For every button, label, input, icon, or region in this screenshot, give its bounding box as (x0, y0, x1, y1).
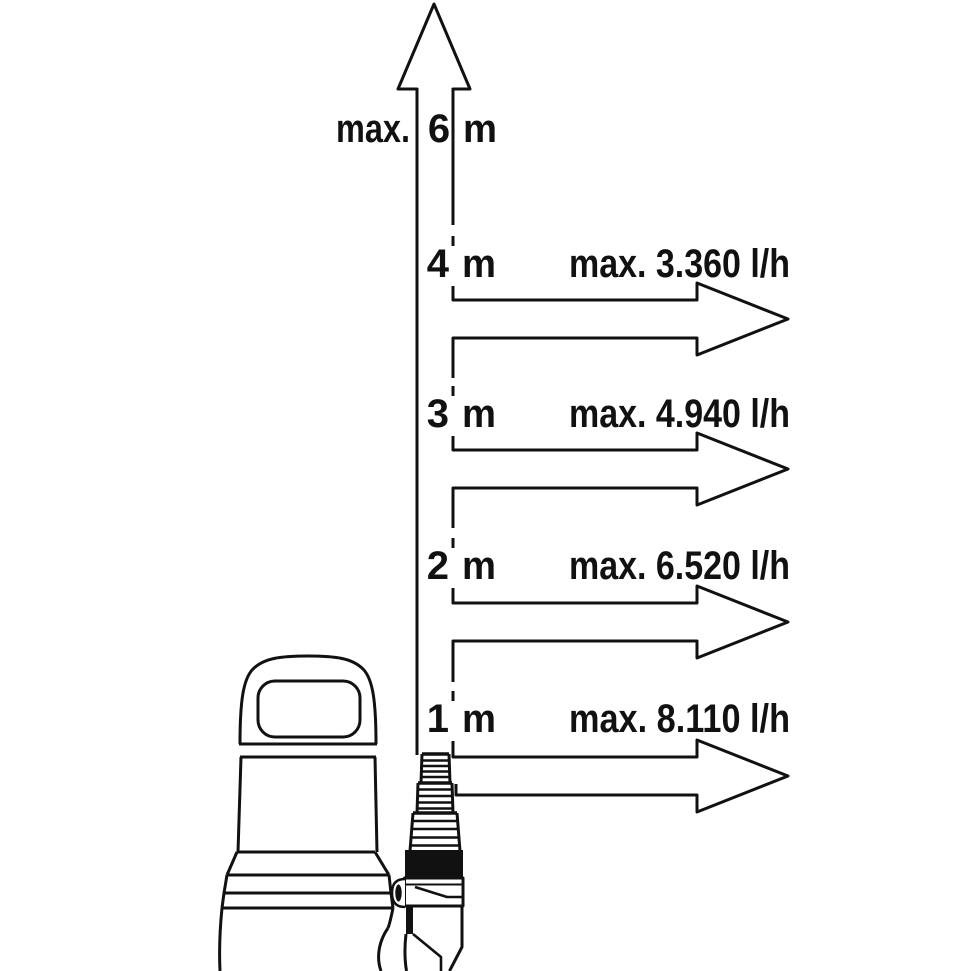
flow-arrow-icon (453, 433, 788, 528)
height-unit-label: m (462, 242, 496, 286)
flow-row (427, 242, 790, 378)
connector-clip-slot (395, 885, 401, 902)
height-label: 3 (426, 392, 449, 436)
flow-row (427, 392, 790, 528)
height-label: 1 (426, 697, 449, 741)
pump-flare (375, 852, 389, 875)
pump-flare (227, 852, 237, 875)
up-arrow-head-icon (398, 4, 470, 96)
pump-lower-side (220, 908, 222, 971)
outlet-pipe-side (450, 906, 463, 971)
height-label: 2 (426, 544, 449, 588)
height-unit-label: m (462, 392, 496, 436)
pump-handle-cutout (258, 681, 360, 737)
connector-barb-side (421, 754, 422, 783)
connector-clamp-band (405, 850, 463, 878)
connector-barb-side (449, 754, 450, 783)
pump-body-side (375, 757, 377, 852)
height-unit-label: m (462, 544, 496, 588)
max-head-prefix: max. (336, 107, 410, 151)
outlet-pipe-side (405, 934, 407, 971)
hose-connector (392, 754, 463, 971)
outlet-pipe-detail (413, 934, 441, 971)
pump-body-side (238, 757, 241, 852)
flow-row (427, 697, 790, 812)
max-head-value: 6 (427, 107, 451, 151)
outlet-pipe-edge (406, 906, 413, 934)
flow-rate-label: max. 3.360 l/h (569, 242, 790, 286)
pump-illustration (220, 656, 393, 971)
flow-arrow-icon (453, 586, 788, 682)
flow-arrow-icon (453, 283, 788, 378)
flow-row (427, 544, 790, 682)
flow-arrow-icon (453, 740, 788, 812)
max-head-unit: m (463, 107, 497, 151)
flow-rate-label: max. 6.520 l/h (569, 544, 790, 588)
flow-rate-label: max. 4.940 l/h (569, 392, 790, 436)
pump-lower-side (388, 908, 393, 928)
pump-outlet-elbow (379, 928, 388, 971)
height-label: 4 (426, 242, 449, 286)
flow-rate-label: max. 8.110 l/h (569, 697, 790, 741)
height-unit-label: m (462, 697, 496, 741)
